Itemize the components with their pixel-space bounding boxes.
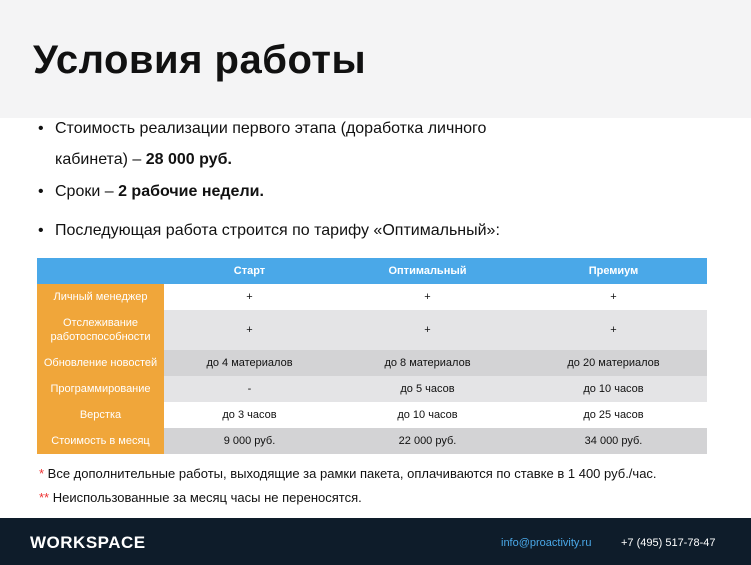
table-header (37, 258, 707, 284)
table-row: Стоимость в месяц 9 000 руб. 22 000 руб. 34 000 руб. (37, 428, 707, 454)
table-row: Верстка до 3 часов до 10 часов до 25 часов (37, 402, 707, 428)
footnote-hours: ** Неиспользованные за месяц часы не переносятся. (39, 490, 362, 505)
tariff-table (37, 258, 707, 454)
table-row: Обновление новостей до 4 материалов до 8 материалов до 20 материалов (37, 350, 707, 376)
table-row: Личный менеджер + + + (37, 284, 707, 310)
footnote-extra-work: * Все дополнительные работы, выходящие за рамки пакета, оплачиваются по ставке в 1 400 руб./час. (39, 466, 657, 481)
email-link[interactable]: info@proactivity.ru (501, 537, 592, 549)
bullet-tariff: • Последующая работа строится по тарифу «Оптимальный»: (38, 215, 638, 246)
workspace-logo: WORKSPACE (30, 533, 146, 552)
bullet-terms: • Сроки – 2 рабочие недели. (38, 176, 538, 207)
col-optimal: Оптимальный (335, 258, 520, 284)
table-row: Отслеживание работоспособности + + + (37, 310, 707, 350)
col-premium: Премиум (520, 258, 707, 284)
table-row: Программирование - до 5 часов до 10 часов (37, 376, 707, 402)
phone-number: +7 (495) 517-78-47 (621, 537, 716, 549)
page-title: Условия работы (33, 38, 367, 82)
footer (0, 518, 751, 565)
col-start: Старт (164, 258, 335, 284)
bullet-cost: • Стоимость реализации первого этапа (доработка личного кабинета) – 28 000 руб. (38, 113, 538, 175)
